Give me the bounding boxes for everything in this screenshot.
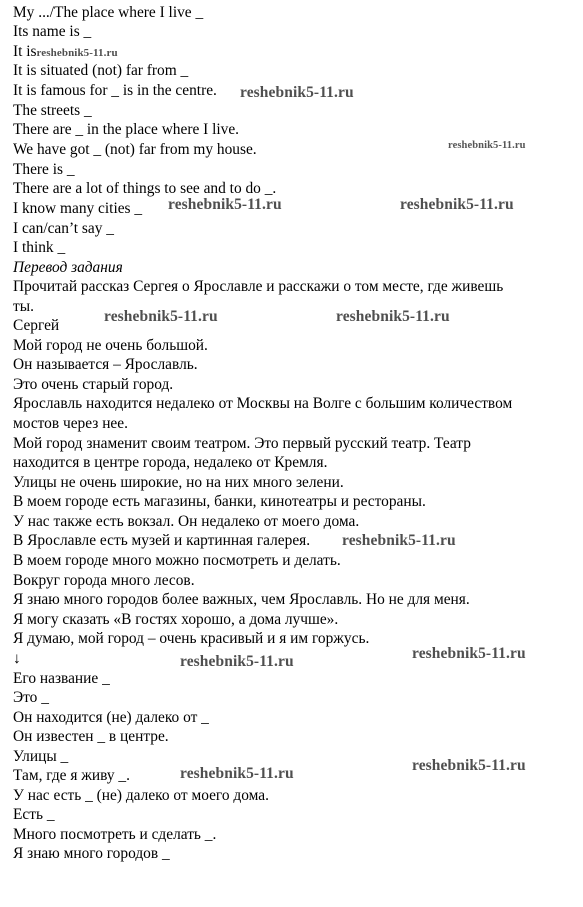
text-line: Its name is _ bbox=[13, 23, 92, 40]
text-line: В моем городе есть магазины, банки, кинотеатры и рестораны. bbox=[13, 493, 426, 510]
text-line: There are a lot of things to see and to do _. bbox=[13, 180, 277, 197]
text-line: Он называется – Ярославль. bbox=[13, 356, 198, 373]
text-line: Это _ bbox=[13, 689, 49, 706]
text-line: Его название _ bbox=[13, 670, 110, 687]
watermark: reshebnik5-11.ru bbox=[400, 196, 514, 213]
text-line: Ярославль находится недалеко от Москвы на Волге с большим количеством bbox=[13, 395, 513, 412]
watermark: reshebnik5-11.ru bbox=[412, 645, 526, 662]
text-line: Прочитай рассказ Сергея о Ярославле и расскажи о том месте, где живешь bbox=[13, 278, 504, 295]
watermark: reshebnik5-11.ru bbox=[104, 308, 218, 325]
text-line: Много посмотреть и сделать _. bbox=[13, 826, 217, 843]
text-line: Мой город не очень большой. bbox=[13, 337, 208, 354]
text-line: I can/can’t say _ bbox=[13, 220, 114, 237]
text-line bbox=[13, 42, 118, 63]
text-line: Я думаю, мой город – очень красивый и я им горжусь. bbox=[13, 630, 370, 647]
text-line: Я знаю много городов _ bbox=[13, 845, 170, 862]
text-line: В моем городе много можно посмотреть и делать. bbox=[13, 552, 341, 569]
text-line: It is famous for _ is in the centre. bbox=[13, 82, 217, 99]
text-line: У нас также есть вокзал. Он недалеко от моего дома. bbox=[13, 513, 360, 530]
text-line: Это очень старый город. bbox=[13, 376, 174, 393]
text-line: находится в центре города, недалеко от Кремля. bbox=[13, 454, 328, 471]
text-line: Улицы _ bbox=[13, 748, 69, 765]
watermark: reshebnik5-11.ru bbox=[240, 84, 354, 101]
text-line: Улицы не очень широкие, но на них много зелени. bbox=[13, 474, 344, 491]
watermark: reshebnik5-11.ru bbox=[412, 757, 526, 774]
text-line: Есть _ bbox=[13, 806, 55, 823]
text-line: У нас есть _ (не) далеко от моего дома. bbox=[13, 787, 269, 804]
watermark: reshebnik5-11.ru bbox=[180, 653, 294, 670]
text-line: Вокруг города много лесов. bbox=[13, 572, 195, 589]
arrow-down-icon: ↓ bbox=[13, 650, 21, 667]
text-line: My .../The place where I live _ bbox=[13, 4, 204, 21]
text-line: There is _ bbox=[13, 161, 75, 178]
text-line: Он находится (не) далеко от _ bbox=[13, 709, 209, 726]
watermark: reshebnik5-11.ru bbox=[336, 308, 450, 325]
text-line: Я знаю много городов более важных, чем Ярославль. Но не для меня. bbox=[13, 591, 470, 608]
watermark: reshebnik5-11.ru bbox=[180, 765, 294, 782]
text-line: Я могу сказать «В гостях хорошо, а дома лучше». bbox=[13, 611, 339, 628]
task-translation-heading: Перевод задания bbox=[13, 259, 123, 276]
text-line: I know many cities _ bbox=[13, 200, 143, 217]
watermark: reshebnik5-11.ru bbox=[342, 532, 456, 549]
text-line: Мой город знаменит своим театром. Это первый русский театр. Театр bbox=[13, 435, 471, 452]
text-line: It is situated (not) far from _ bbox=[13, 62, 189, 79]
text-line: Там, где я живу _. bbox=[13, 767, 130, 784]
text-line: We have got _ (not) far from my house. bbox=[13, 141, 257, 158]
author-name: Сергей bbox=[13, 317, 60, 334]
text-line: There are _ in the place where I live. bbox=[13, 121, 240, 138]
text-line: ты. bbox=[13, 298, 34, 315]
watermark: reshebnik5-11.ru bbox=[36, 47, 118, 59]
text-line: Он известен _ в центре. bbox=[13, 728, 169, 745]
watermark: reshebnik5-11.ru bbox=[448, 140, 526, 151]
text-line: The streets _ bbox=[13, 102, 92, 119]
text-line-content: It is bbox=[13, 43, 37, 60]
text-line: мостов через нее. bbox=[13, 415, 128, 432]
watermark: reshebnik5-11.ru bbox=[168, 196, 282, 213]
text-line: I think _ bbox=[13, 239, 66, 256]
text-line: В Ярославле есть музей и картинная галерея. bbox=[13, 532, 311, 549]
